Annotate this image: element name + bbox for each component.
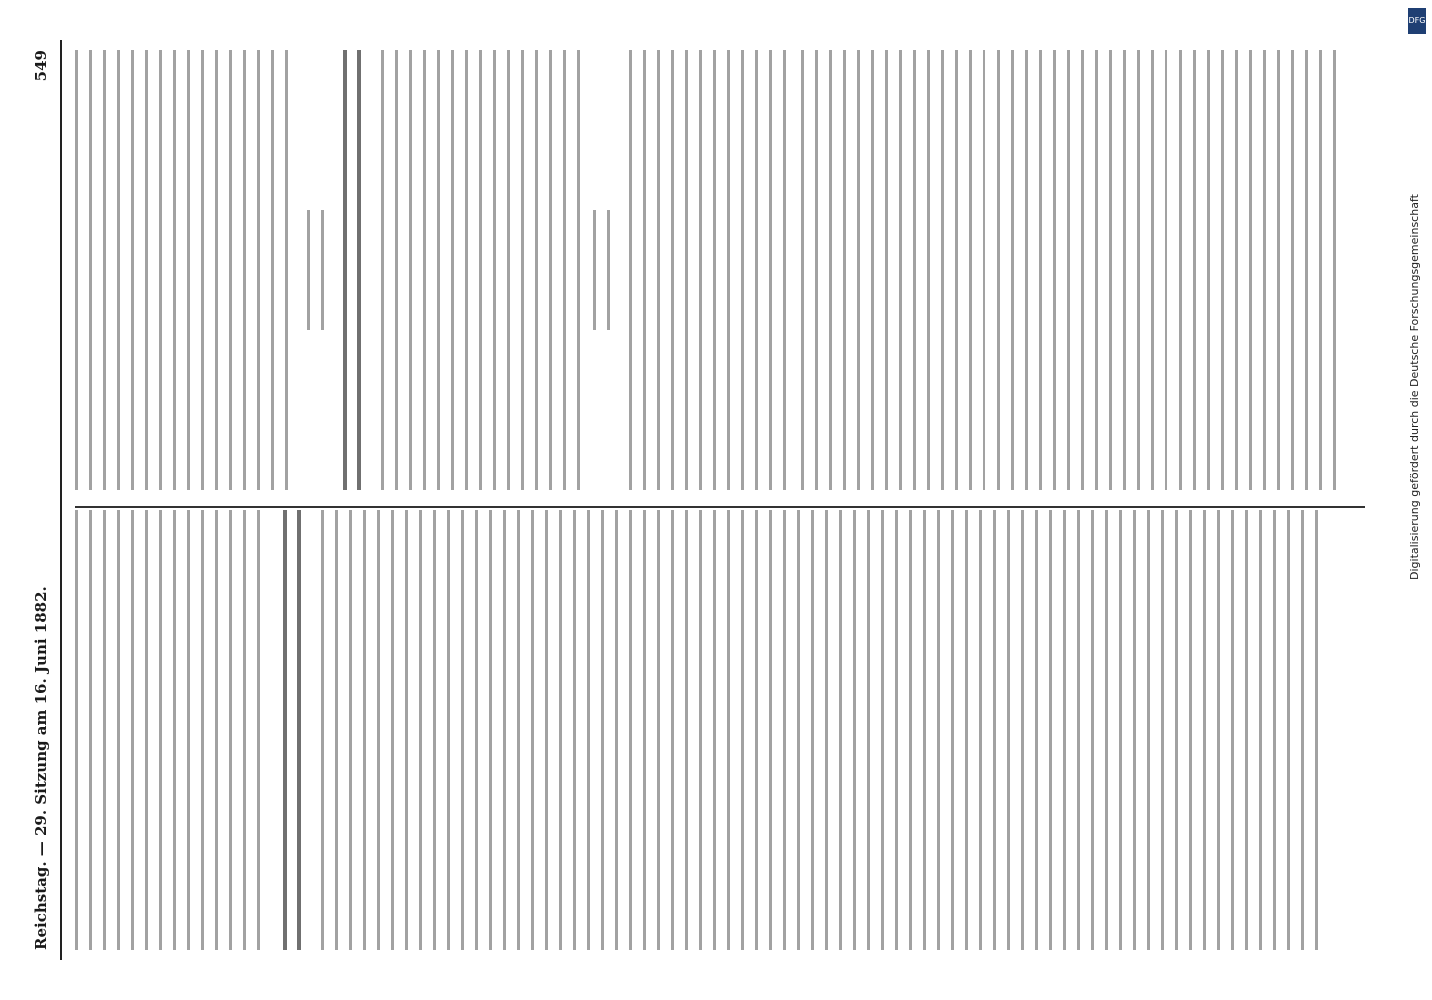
paragraph: [629, 50, 789, 490]
paragraph: [321, 510, 1321, 950]
paragraph: [997, 50, 1167, 490]
right-column: [75, 50, 1365, 490]
column-divider: [75, 506, 1365, 508]
page-header: [26, 40, 56, 960]
digitization-note: [1408, 40, 1424, 580]
speaker-line: [343, 50, 371, 490]
header-rule: [60, 40, 62, 960]
paragraph: [75, 510, 271, 950]
dfg-logo: DFG: [1408, 8, 1426, 34]
speaker-line: [283, 510, 311, 950]
left-column: [75, 510, 1365, 950]
paragraph: [75, 50, 295, 490]
interjection: [593, 210, 615, 330]
header-title: Reichstag. — 29. Sitzung am 16. Juni 1882.: [32, 586, 50, 950]
paragraph: [801, 50, 985, 490]
interjection: [307, 210, 329, 330]
digitization-note-text: Digitalisierung gefördert durch die Deutsche Forschungsgemeinschaft: [1408, 194, 1421, 580]
paragraph: [381, 50, 581, 490]
page-number: 549: [32, 50, 50, 82]
paragraph: [1179, 50, 1337, 490]
